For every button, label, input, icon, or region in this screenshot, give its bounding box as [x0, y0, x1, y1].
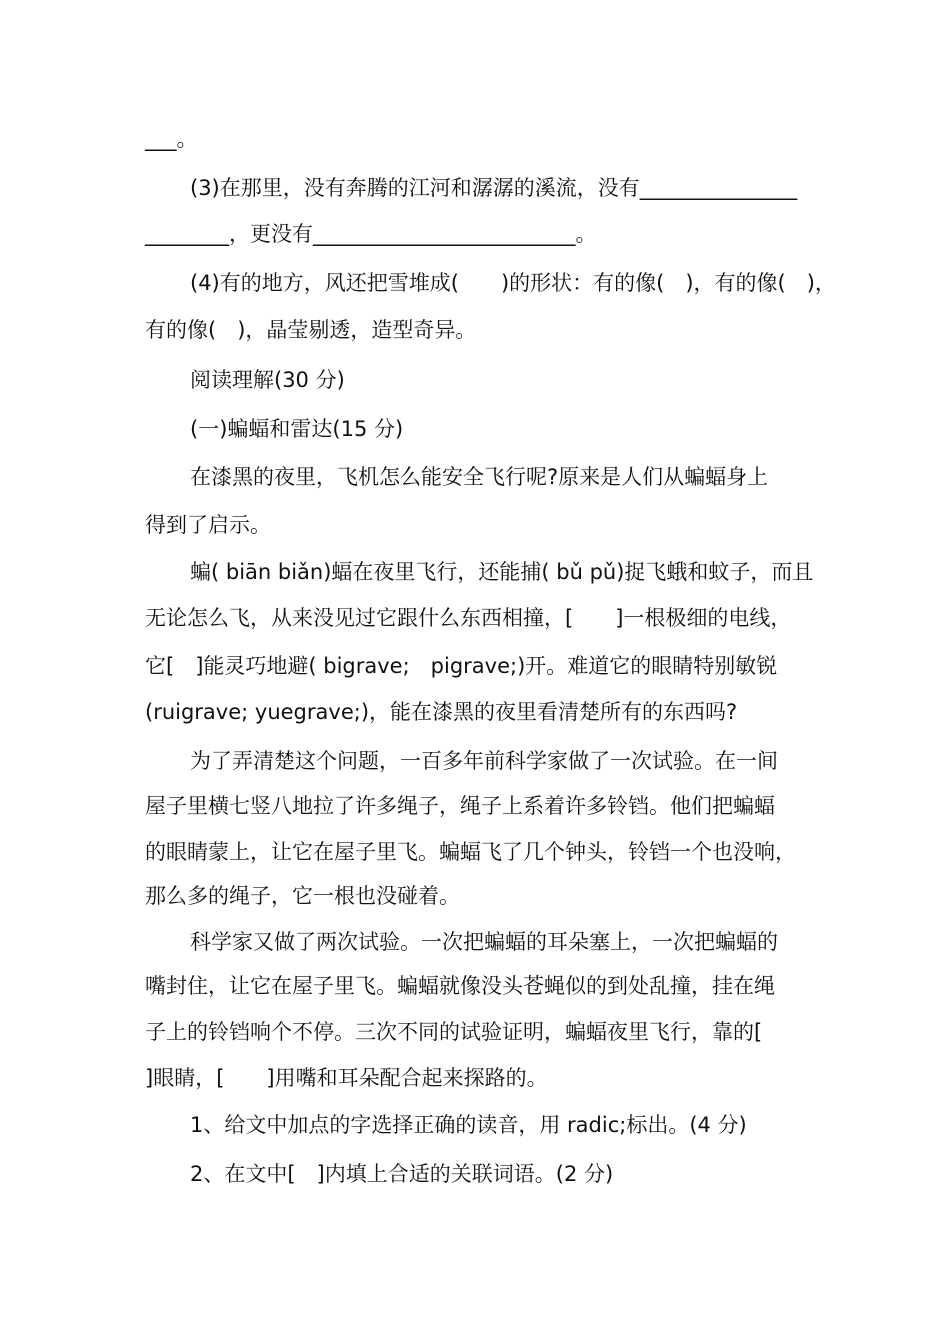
text-line: ___。 — [145, 127, 198, 151]
paragraph-3-line-2: 屋子里横七竖八地拉了许多绳子，绳子上系着许多铃铛。他们把蝙蝠 — [145, 794, 775, 818]
paragraph-2-line-3: 它[ ]能灵巧地避( bigrave; pigrave;)开。难道它的眼睛特别敏锐 — [145, 654, 778, 678]
paragraph-3-line-1: 为了弄清楚这个问题，一百多年前科学家做了一次试验。在一间 — [190, 749, 778, 773]
paragraph-4-line-4: ]眼睛，[ ]用嘴和耳朵配合起来探路的。 — [145, 1066, 548, 1090]
exercise-2: 2、在文中[ ]内填上合适的关联词语。(2 分) — [190, 1162, 614, 1186]
question-4-line-1: (4)有的地方，风还把雪堆成( )的形状：有的像( )，有的像( )， — [190, 271, 836, 295]
paragraph-3-line-3: 的眼睛蒙上，让它在屋子里飞。蝙蝠飞了几个钟头，铃铛一个也没响， — [145, 840, 796, 864]
passage-title: (一)蝙蝠和雷达(15 分) — [190, 417, 404, 441]
question-3-line-1: (3)在那里，没有奔腾的江河和潺潺的溪流，没有_______________ — [190, 176, 798, 200]
paragraph-1-line-1: 在漆黑的夜里，飞机怎么能安全飞行呢?原来是人们从蝙蝠身上 — [190, 465, 769, 489]
paragraph-2-line-1: 蝙( biān biǎn)蝠在夜里飞行，还能捕( bǔ pǔ)捉飞蛾和蚊子，而且 — [190, 560, 814, 584]
paragraph-3-line-4: 那么多的绳子，它一根也没碰着。 — [145, 884, 460, 908]
paragraph-4-line-1: 科学家又做了两次试验。一次把蝙蝠的耳朵塞上，一次把蝙蝠的 — [190, 930, 778, 954]
paragraph-1-line-2: 得到了启示。 — [145, 513, 271, 537]
paragraph-2-line-4: (ruigrave; yuegrave;)，能在漆黑的夜里看清楚所有的东西吗? — [145, 700, 738, 724]
section-heading: 阅读理解(30 分) — [190, 368, 345, 392]
paragraph-4-line-2: 嘴封住，让它在屋子里飞。蝙蝠就像没头苍蝇似的到处乱撞，挂在绳 — [145, 974, 775, 998]
paragraph-2-line-2: 无论怎么飞，从来没见过它跟什么东西相撞，[ ]一根极细的电线， — [145, 606, 792, 630]
question-3-line-2: ________，更没有_________________________。 — [145, 222, 597, 246]
paragraph-4-line-3: 子上的铃铛响个不停。三次不同的试验证明，蝙蝠夜里飞行，靠的[ — [145, 1020, 763, 1044]
question-4-line-2: 有的像( )，晶莹剔透，造型奇异。 — [145, 318, 477, 342]
exercise-1: 1、给文中加点的字选择正确的读音，用 radic;标出。(4 分) — [190, 1113, 747, 1137]
